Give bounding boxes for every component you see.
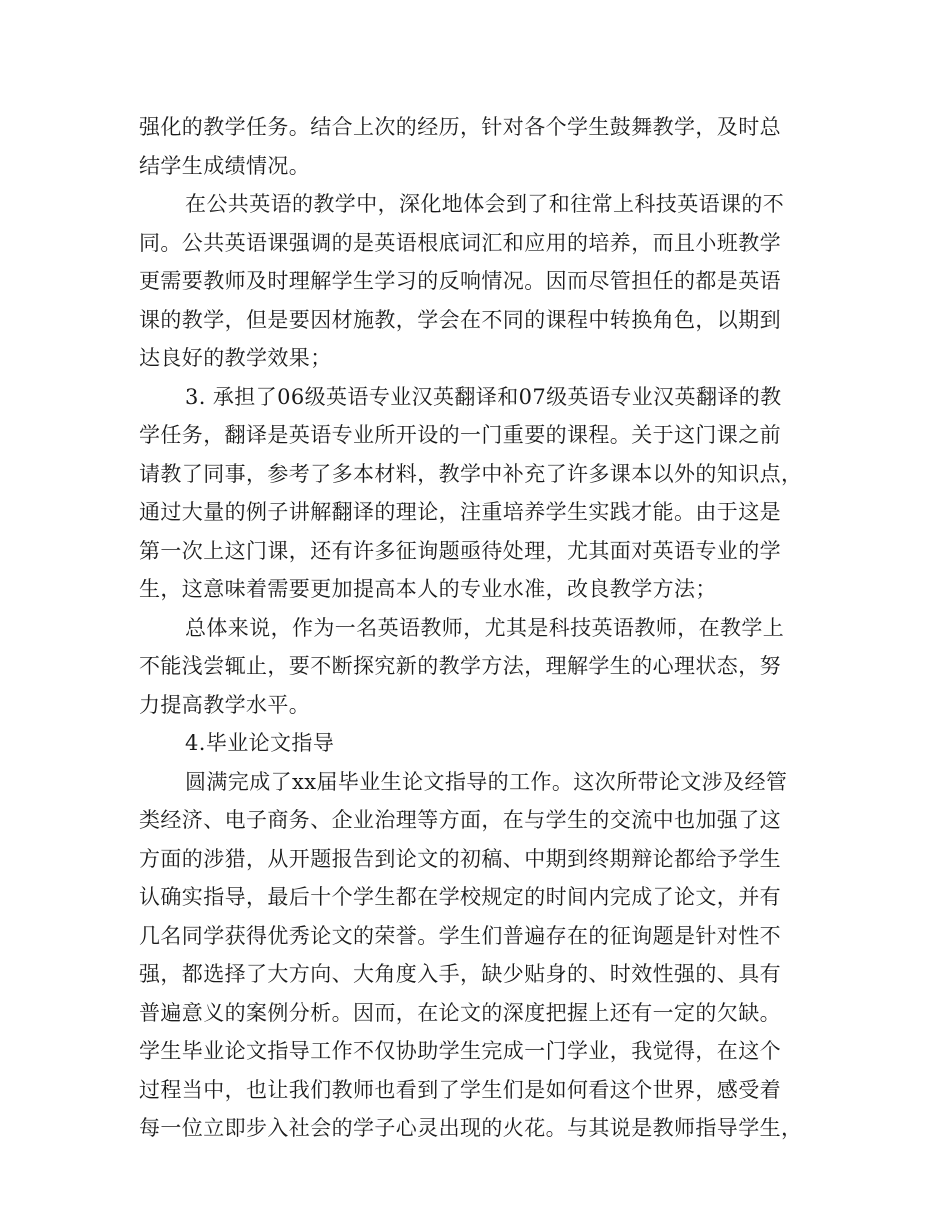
text-line: 达良好的教学效果； [139,346,332,370]
text-line: 学任务，翻译是英语专业所开设的一门重要的课程。关于这门课之前 [139,423,781,447]
text-line: 学生毕业论文指导工作不仅协助学生完成一门学业，我觉得，在这个 [139,1039,781,1063]
text-line: 方面的涉猎，从开题报告到论文的初稿、中期到终期辩论都给予学生 [139,846,781,871]
text-line: 同。公共英语课强调的是英语根底词汇和应用的培养，而且小班教学 [139,230,781,255]
text-line: 普遍意义的案例分析。因而，在论文的深度把握上还有一定的欠缺。 [139,1000,781,1025]
text-line: 几名同学获得优秀论文的荣誉。学生们普遍存在的征询题是针对性不 [139,923,781,948]
text-line: 第一次上这门课，还有许多征询题亟待处理，尤其面对英语专业的学 [139,538,781,563]
text-line: 强，都选择了大方向、大角度入手，缺少贴身的、时效性强的、具有 [139,962,781,986]
text-line: 过程当中，也让我们教师也看到了学生们是如何看这个世界，感受着 [139,1077,781,1102]
document-body [139,108,829,1148]
text-line: 通过大量的例子讲解翻译的理论，注重培养学生实践才能。由于这是 [139,500,781,524]
text-line: 力提高教学水平。 [139,692,311,717]
text-line: 在公共英语的教学中，深化地体会到了和往常上科技英语课的不 [185,192,785,216]
text-line: 结学生成绩情况。 [139,153,311,178]
text-line: 认确实指导，最后十个学生都在学校规定的时间内完成了论文，并有 [139,885,781,909]
text-line: 圆满完成了xx届毕业生论文指导的工作。这次所带论文涉及经管 [185,769,788,794]
text-line: 3. 承担了06级英语专业汉英翻译和07级英语专业汉英翻译的教 [185,384,782,409]
text-line: 类经济、电子商务、企业治理等方面，在与学生的交流中也加强了这 [139,808,781,832]
text-line: 更需要教师及时理解学生学习的反响情况。因而尽管担任的都是英语 [139,269,781,293]
text-line: 请教了同事，参考了多本材料，教学中补充了许多课本以外的知识点， [139,461,803,486]
text-line: 每一位立即步入社会的学子心灵出现的火花。与其说是教师指导学生， [139,1116,803,1140]
text-line: 不能浅尝辄止，要不断探究新的教学方法，理解学生的心理状态，努 [139,654,781,678]
text-line: 总体来说，作为一名英语教师，尤其是科技英语教师，在教学上 [185,615,785,640]
text-line: 课的教学，但是要因材施教，学会在不同的课程中转换角色，以期到 [139,307,781,332]
text-line: 生，这意味着需要更加提高本人的专业水准，改良教学方法； [139,577,717,601]
text-line: 强化的教学任务。结合上次的经历，针对各个学生鼓舞教学，及时总 [139,115,781,139]
text-line: 4.毕业论文指导 [185,731,335,755]
